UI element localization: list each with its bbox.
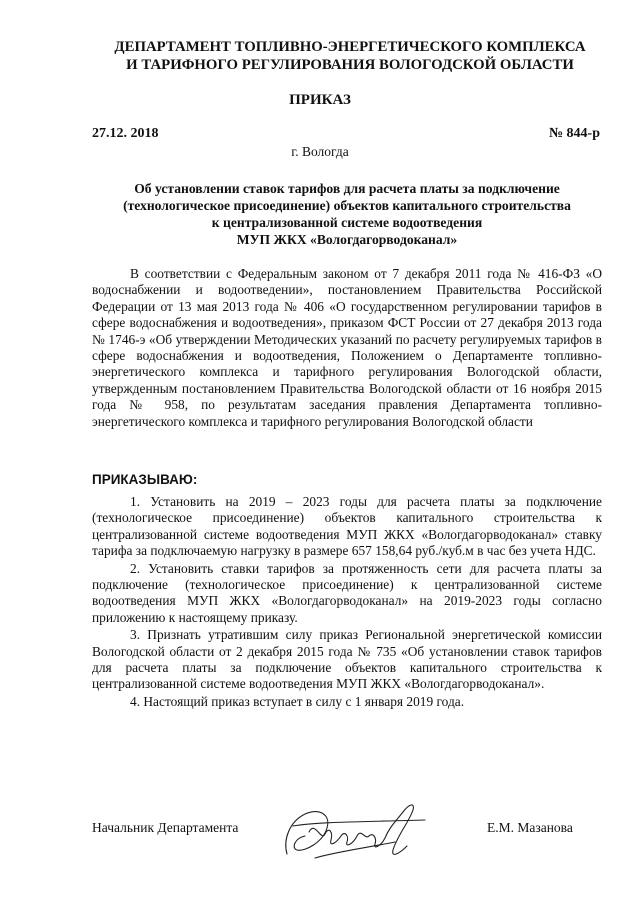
document-city: г. Вологда (291, 144, 349, 159)
document-type-title: ПРИКАЗ (289, 92, 351, 108)
order-items (92, 494, 602, 710)
department-line-1: ДЕПАРТАМЕНТ ТОПЛИВНО-ЭНЕРГЕТИЧЕСКОГО КОМПЛЕКСА (114, 39, 586, 55)
document-subject (92, 180, 602, 248)
order-item-4: 4. Настоящий приказ вступает в силу с 1 января 2019 года. (130, 693, 465, 709)
subject-line-4: МУП ЖКХ «Вологдагорводоканал» (236, 232, 458, 247)
order-item-3: 3. Признать утратившим силу приказ Региональной энергетической комиссии Вологодской области от 2 декабря 2015 года № 735 «Об установлении ставок тарифов для расчета платы за подключение объектов капитального строительства к централизованной системе водоотведения МУП ЖКХ «Вологдагорводоканал». (92, 627, 602, 692)
order-item-1: 1. Установить на 2019 – 2023 годы для расчета платы за подключение (технологическое присоединение) объектов капитального строительства к централизованной системе водоотведения МУП ЖКХ «Вологдагорводоканал» ставку тарифа за подключаемую нагрузку в размере 657 158,64 руб./куб.м в час без учета НДС. (92, 494, 602, 559)
signatory-name: Е.М. Мазанова (487, 820, 573, 835)
document-date: 27.12. 2018 (92, 126, 159, 141)
handwritten-signature (275, 792, 435, 872)
department-header (60, 38, 640, 74)
preamble (92, 266, 602, 430)
preamble-paragraph: В соответствии с Федеральным законом от 7 декабря 2011 года № 416-ФЗ «О водоснабжении и водоотведении», постановлением Правительства Российской Федерации от 13 мая 2013 года № 406 «О государственном регулировании тарифов в сфере водоснабжения и водоотведения», приказом ФСТ России от 27 декабря 2013 года № 1746-э «Об утверждении Методических указаний по расчету регулируемых тарифов в сфере водоснабжения и водоотведения, Положением о Департаменте топливно-энергетического комплекса и тарифного регулирования Вологодской области, утвержденным постановлением Правительства Вологодской области от 16 ноября 2015 года № 958, по результатам заседания правления Департамента топливно-энергетического комплекса и тарифного регулирования Вологодской области (92, 266, 602, 429)
signatory-position: Начальник Департамента (92, 820, 239, 835)
order-word: ПРИКАЗЫВАЮ: (92, 472, 198, 487)
department-line-2: И ТАРИФНОГО РЕГУЛИРОВАНИЯ ВОЛОГОДСКОЙ ОБЛАСТИ (126, 57, 574, 73)
subject-line-1: Об установлении ставок тарифов для расчета платы за подключение (134, 181, 560, 196)
document-number: № 844-р (548, 126, 600, 141)
subject-line-3: к централизованной системе водоотведения (211, 215, 483, 230)
order-item-2: 2. Установить ставки тарифов за протяженность сети для расчета платы за подключение (технологическое присоединение) к централизованной системе водоотведения МУП ЖКХ «Вологдагорводоканал» на 2019-2023 годы согласно приложению к настоящему приказу. (92, 560, 602, 625)
subject-line-2: (технологическое присоединение) объектов капитального строительства (123, 198, 571, 213)
